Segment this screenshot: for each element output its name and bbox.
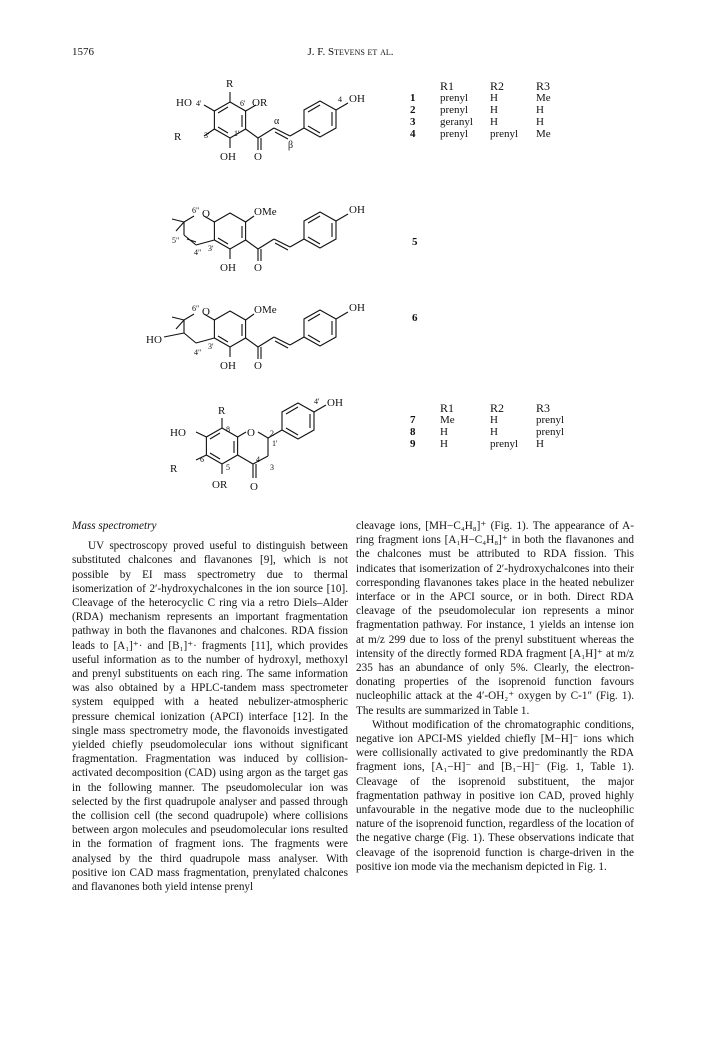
carbonyl-o-fl: O bbox=[250, 481, 258, 493]
r3-label: R bbox=[218, 405, 226, 417]
r2-label: R bbox=[226, 78, 234, 90]
pos-6pp-6: 6" bbox=[192, 304, 200, 313]
pos-6pp: 6" bbox=[192, 206, 200, 215]
table-row: 1 prenyl H Me bbox=[410, 92, 551, 104]
pos-3p-6: 3' bbox=[208, 342, 214, 351]
section-title: Mass spectrometry bbox=[72, 520, 157, 532]
compound-5-structure bbox=[150, 195, 380, 285]
ring-o: O bbox=[202, 208, 210, 220]
alpha-label: α bbox=[274, 116, 280, 127]
header-r1: R1 bbox=[440, 79, 455, 93]
table-row: 9 H prenyl H bbox=[410, 438, 544, 450]
header-r2-fl: R2 bbox=[490, 401, 505, 415]
paragraph: UV spectroscopy proved useful to distinguish between substituted chalcones and flavanones [9], which is not possible by EI mass spectrometry due to thermal isomerization of 2′-hydroxychalcones in the ion source [10]. Cleavage of the heterocyclic C ring via a retro Diels–Alder (RDA) mechanism represents an important fragmentation pathway in both the flavanones and chalcones. RDA fission leads to [A₁]⁺· and [B₁]⁺· fragments [11], which provides useful information as to the number of hydroxyl, methoxyl and prenyl substituents on each ring. The same information was also obtained by a HPLC-tandem mass spectrometer system equipped with a heated nebulizer-atmospheric pressure chemical ionization (APCI) interface [12]. In the single mass spectrometry mode, the flavonoids investigated yielded chiefly pseudomolecular ions without significant fragmentation. Fragmentation was induced by collision-activated decomposition (CAD) using argon as the target gas in the following manner. The pseudomolecular ion was selected by the first quadrupole analyser and passed through the collision cell (the second quadrupole) where collisions between argon molecules and pseudomolecular ions resulted in the formation of fragment ions. The fragments were analysed by the third quadrupole mass analyser. With positive ion CAD mass fragmentation, prenylated chalcones and flavanones both yield intense prenyl bbox=[72, 540, 348, 894]
header-r1-fl: R1 bbox=[440, 401, 455, 415]
or1-label: OR bbox=[212, 479, 228, 491]
chalcone-structure bbox=[150, 72, 380, 172]
ring-o-fl: O bbox=[247, 427, 255, 439]
ome-label: OMe bbox=[254, 206, 277, 218]
pos-2: 2 bbox=[270, 429, 274, 438]
r2-label-fl: R bbox=[170, 463, 178, 475]
pos-3p-5: 3' bbox=[208, 244, 214, 253]
carbonyl-o-6: O bbox=[254, 360, 262, 372]
table-row: 8 H H prenyl bbox=[410, 426, 565, 438]
oh-label-6b: OH bbox=[349, 302, 365, 314]
pos-8: 8 bbox=[226, 425, 230, 434]
pos-4pp-6: 4" bbox=[194, 348, 202, 357]
page-number: 1576 bbox=[72, 46, 94, 58]
table-row: 4 prenyl prenyl Me bbox=[410, 128, 551, 140]
pos-4p: 4' bbox=[196, 99, 202, 108]
pos-6: 6 bbox=[200, 455, 204, 464]
paragraph: cleavage ions, [MH−C₄H₈]⁺ (Fig. 1). The appearance of A-ring fragment ions [A₁H−C₄H₈]⁺ in both the flavanones and the chalcones must be attributed to RDA fission. This indicates that isomerization of 2′-hydroxychalcones into their corresponding flavanones takes place in the heated nebulizer interface or in the APCI source, or in both. Direct RDA cleavage of the pseudomolecular ion represents a minor fragmentation pathway. For instance, 1 yields an intense ion at m/z 299 due to loss of the prenyl substituent whereas the intensity of the directly formed RDA fragment [A₁H]⁺ at m/z 235 has an abundance of only 5%. Clearly, the electron-donating properties of the isoprenoid function favours nucleophilic attack at the 4′-OH₂⁺ oxygen by C-1″ (Fig. 1). The results are summarized in Table 1. bbox=[356, 520, 634, 717]
header-r2: R2 bbox=[490, 79, 505, 93]
compound-6-number: 6 bbox=[412, 312, 418, 324]
flavanone-structure bbox=[170, 390, 370, 510]
running-title: J. F. Stevens et al. bbox=[307, 46, 394, 58]
oh-label-6a: OH bbox=[220, 360, 236, 372]
beta-label: β bbox=[288, 140, 294, 151]
pos-6p: 6' bbox=[240, 99, 246, 108]
header-r3-fl: R3 bbox=[536, 401, 551, 415]
table-row: 3 geranyl H H bbox=[410, 116, 544, 128]
pos-4p-fl: 4' bbox=[314, 397, 320, 406]
table-row: 7 Me H prenyl bbox=[410, 414, 565, 426]
pos-5: 5 bbox=[226, 463, 230, 472]
pos-5pp: 5" bbox=[172, 236, 180, 245]
oh-label-5a: OH bbox=[220, 262, 236, 274]
left-column bbox=[72, 519, 348, 894]
ring-o-6: O bbox=[202, 306, 210, 318]
chalcone-substituent-table bbox=[410, 80, 576, 140]
pos-3: 3 bbox=[270, 463, 274, 472]
carbonyl-o: O bbox=[254, 151, 262, 163]
ho-label-fl: HO bbox=[170, 427, 186, 439]
oh-label-fl: OH bbox=[327, 397, 343, 409]
header-r3: R3 bbox=[536, 79, 551, 93]
compound-6-structure bbox=[138, 293, 378, 383]
oh-label-5b: OH bbox=[349, 204, 365, 216]
pos-3p: 3' bbox=[204, 131, 210, 140]
compound-5-number: 5 bbox=[412, 236, 418, 248]
pos-1pb: 1' bbox=[272, 439, 278, 448]
pos-4: 4 bbox=[338, 95, 342, 104]
or3-label: OR bbox=[252, 97, 268, 109]
pos-4-fl: 4 bbox=[256, 455, 260, 464]
ho-label: HO bbox=[176, 97, 192, 109]
r1-label: R bbox=[174, 131, 182, 143]
ho-label-6: HO bbox=[146, 334, 162, 346]
table-row: 2 prenyl H H bbox=[410, 104, 544, 116]
carbonyl-o-5: O bbox=[254, 262, 262, 274]
pos-4pp: 4" bbox=[194, 248, 202, 257]
oh-label-b: OH bbox=[349, 93, 365, 105]
paragraph: Without modification of the chromatographic conditions, negative ion APCI-MS yielded chiefly [M−H]⁻ ions which were collisionally activated to give predominantly the RDA fragment ions, [A₁−H]⁻ and [B₁−H]⁻ (Fig. 1, Table 1). Cleavage of the isoprenoid substituent, the major fragmentation pathway in positive ion CAD, proved highly unfavourable in the negative mode due to the nucleophilic nature of the isoprenoid function, regardless of the location of the negative charge (Fig. 1). These observations indicate that cleavage of the isoprenoid function is charge-driven in the positive ion mode via the mechanism depicted in Fig. 1. bbox=[356, 718, 634, 873]
right-column bbox=[356, 519, 634, 874]
ome-label-6: OMe bbox=[254, 304, 277, 316]
flavanone-substituent-table bbox=[410, 402, 576, 450]
oh-label-a: OH bbox=[220, 151, 236, 163]
pos-1p: 1' bbox=[234, 129, 240, 138]
